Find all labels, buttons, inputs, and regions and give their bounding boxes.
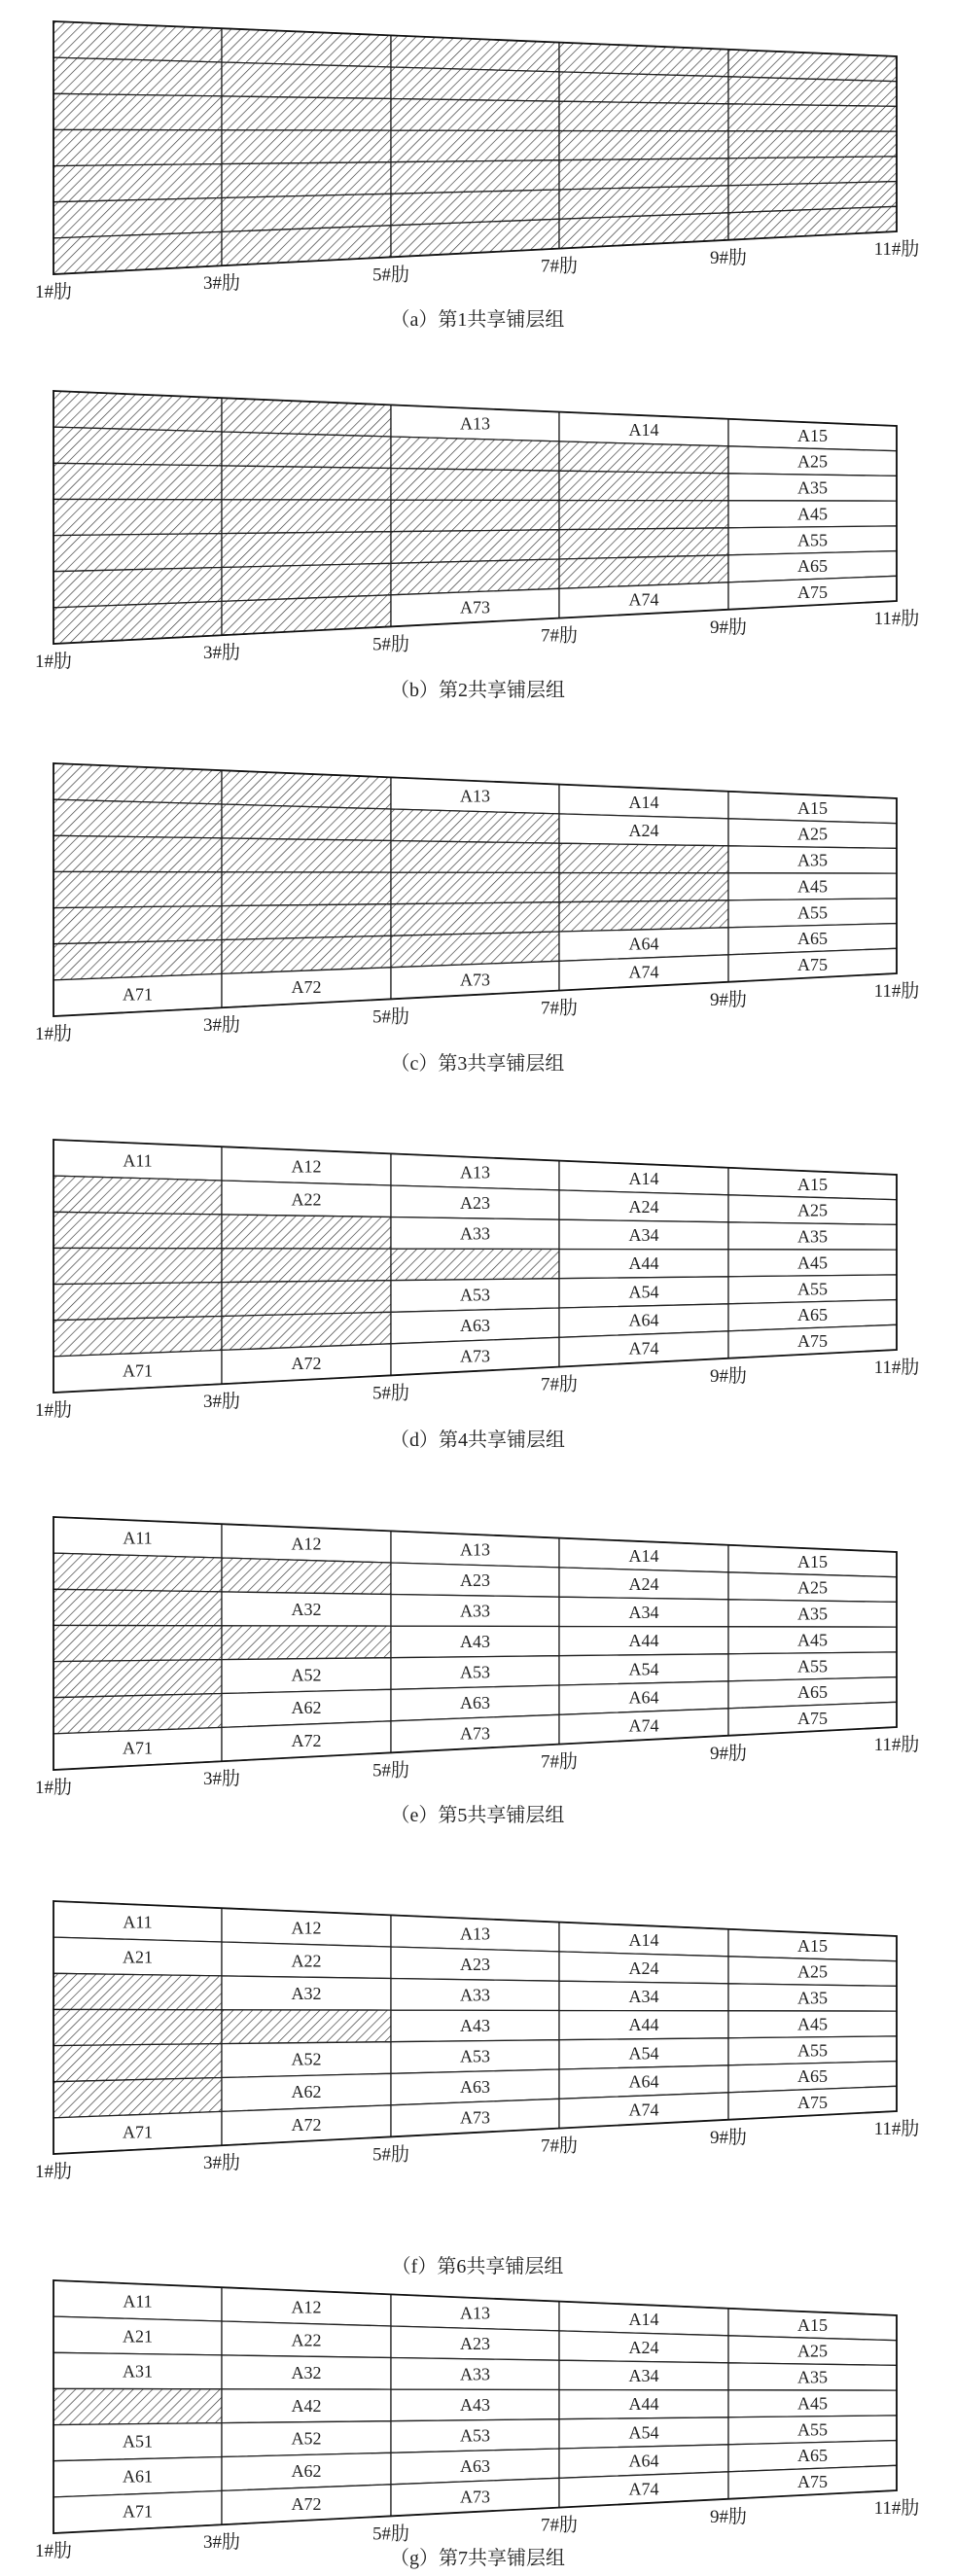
region-label: A64	[628, 2451, 659, 2471]
hatched-cell	[559, 873, 728, 902]
rib-label: 5#肋	[371, 634, 410, 655]
region-label: A21	[123, 2326, 153, 2347]
hatched-cell	[53, 2078, 222, 2118]
hatched-cell	[53, 427, 222, 466]
rib-label: 7#肋	[540, 2135, 579, 2157]
hatched-cell	[222, 804, 391, 841]
region-label: A52	[291, 1665, 322, 1685]
region-label: A74	[628, 2100, 659, 2120]
hatched-cell	[53, 1317, 222, 1357]
region-label: A62	[291, 1698, 322, 1718]
region-label: A73	[460, 970, 490, 990]
hatched-cell	[53, 164, 222, 202]
region-label: A45	[797, 876, 828, 897]
region-label: A54	[628, 1282, 659, 1302]
region-label: A15	[797, 2314, 828, 2335]
region-label: A51	[123, 2431, 153, 2452]
region-label: A74	[628, 1338, 659, 1359]
region-label: A34	[628, 2366, 659, 2386]
hatched-cell	[391, 872, 559, 904]
hatched-cell	[559, 471, 728, 501]
region-label: A43	[460, 2016, 490, 2035]
hatched-cell	[391, 841, 559, 873]
rib-label: 3#肋	[202, 273, 241, 295]
hatched-cell	[222, 1281, 391, 1317]
region-label: A71	[123, 1360, 153, 1381]
hatched-cell	[53, 1248, 222, 1284]
rib-label: 9#肋	[709, 247, 748, 268]
region-label: A13	[460, 2303, 490, 2323]
rib-label: 7#肋	[540, 256, 579, 277]
hatched-cell	[391, 99, 559, 131]
region-label: A15	[797, 797, 828, 818]
hatched-cell	[391, 219, 559, 257]
rib-label: 9#肋	[709, 1365, 748, 1387]
rib-label: 7#肋	[540, 1751, 579, 1773]
region-label: A12	[291, 1534, 322, 1554]
hatched-cell	[53, 1553, 222, 1592]
region-label: A35	[797, 2367, 828, 2387]
region-label: A31	[123, 2361, 153, 2382]
hatched-cell	[53, 231, 222, 274]
hatched-cell	[222, 466, 391, 500]
region-label: A64	[628, 1687, 659, 1708]
region-label: A74	[628, 1715, 659, 1736]
region-label: A54	[628, 2422, 659, 2443]
region-label: A14	[628, 1168, 659, 1188]
rib-label: 9#肋	[709, 2127, 748, 2148]
region-label: A14	[628, 419, 659, 440]
region-label: A45	[797, 1253, 828, 1273]
region-label: A24	[628, 1196, 659, 1217]
region-label: A73	[460, 2487, 490, 2507]
region-label: A11	[123, 1150, 153, 1171]
hatched-cell	[222, 872, 391, 906]
rib-label: 3#肋	[202, 1769, 241, 1790]
hatched-cell	[53, 601, 222, 644]
region-label: A55	[797, 2419, 828, 2440]
panel-caption: （d）第4共享铺层组	[390, 1429, 565, 1451]
hatched-cell	[53, 1625, 222, 1661]
rib-label: 7#肋	[540, 998, 579, 1019]
rib-label: 1#肋	[34, 652, 73, 672]
hatched-cell	[559, 843, 728, 873]
hatched-cell	[391, 809, 559, 843]
region-label: A23	[460, 1193, 490, 1214]
region-label: A33	[460, 1223, 490, 1244]
hatched-cell	[53, 1973, 222, 2010]
hatched-cell	[728, 104, 897, 131]
panel-caption: （f）第6共享铺层组	[391, 2256, 564, 2277]
region-label: A54	[628, 2043, 659, 2064]
region-label: A62	[291, 2461, 322, 2482]
region-label: A55	[797, 902, 828, 923]
hatched-cell	[559, 131, 728, 160]
rib-label: 5#肋	[371, 1760, 410, 1782]
region-label: A42	[291, 2395, 322, 2416]
region-label: A32	[291, 1600, 322, 1620]
region-label: A45	[797, 2014, 828, 2034]
hatched-cell	[559, 900, 728, 932]
hatched-cell	[222, 532, 391, 568]
hatched-cell	[222, 595, 391, 635]
region-label: A32	[291, 1984, 322, 2004]
region-label: A14	[628, 1545, 659, 1566]
rib-label: 5#肋	[371, 2523, 410, 2545]
region-label: A72	[291, 1353, 322, 1373]
region-label: A65	[797, 1682, 828, 1703]
hatched-cell	[559, 501, 728, 530]
hatched-cell	[222, 838, 391, 872]
region-label: A34	[628, 1225, 659, 1246]
hatched-cell	[559, 72, 728, 104]
rib-label: 3#肋	[202, 643, 241, 664]
region-label: A64	[628, 2071, 659, 2092]
hatched-cell	[222, 1626, 391, 1660]
region-label: A52	[291, 2049, 322, 2069]
rib-label: 1#肋	[34, 1024, 73, 1044]
region-label: A53	[460, 1285, 490, 1305]
region-label: A55	[797, 2040, 828, 2061]
region-label: A43	[460, 2395, 490, 2415]
hatched-cell	[728, 50, 897, 82]
rib-label: 3#肋	[202, 2153, 241, 2174]
region-label: A12	[291, 2297, 322, 2317]
region-label: A33	[460, 2364, 490, 2384]
panel-caption: （c）第3共享铺层组	[390, 1053, 565, 1075]
hatched-cell	[53, 871, 222, 907]
hatched-cell	[53, 568, 222, 608]
region-label: A65	[797, 1305, 828, 1325]
region-label: A72	[291, 976, 322, 997]
hatched-cell	[53, 93, 222, 130]
region-label: A64	[628, 1310, 659, 1330]
region-label: A15	[797, 1174, 828, 1194]
region-label: A73	[460, 1346, 490, 1366]
hatched-cell	[391, 500, 559, 532]
region-label: A74	[628, 2479, 659, 2499]
region-label: A45	[797, 504, 828, 524]
hatched-cell	[222, 500, 391, 534]
region-label: A24	[628, 1958, 659, 1978]
rib-label: 7#肋	[540, 625, 579, 647]
region-label: A44	[628, 1631, 659, 1651]
rib-label: 9#肋	[709, 1743, 748, 1764]
region-label: A45	[797, 1630, 828, 1650]
region-label: A12	[291, 1918, 322, 1938]
region-label: A22	[291, 1951, 322, 1971]
region-label: A13	[460, 413, 490, 434]
region-label: A21	[123, 1947, 153, 1967]
region-label: A25	[797, 2341, 828, 2361]
region-label: A72	[291, 2114, 322, 2135]
rib-label: 11#肋	[873, 2119, 920, 2139]
hatched-cell	[728, 77, 897, 107]
rib-label: 5#肋	[371, 2144, 410, 2166]
hatched-cell	[559, 159, 728, 190]
rib-label: 5#肋	[371, 265, 410, 286]
region-label: A75	[797, 582, 828, 602]
hatched-cell	[53, 198, 222, 238]
rib-label: 9#肋	[709, 989, 748, 1010]
hatched-cell	[53, 835, 222, 872]
hatched-cell	[53, 1176, 222, 1215]
hatched-cell	[53, 534, 222, 572]
region-label: A25	[797, 1200, 828, 1220]
region-label: A23	[460, 2334, 490, 2354]
region-label: A53	[460, 2425, 490, 2446]
region-label: A35	[797, 850, 828, 870]
panel-caption: （g）第7共享铺层组	[390, 2548, 565, 2569]
region-label: A75	[797, 2093, 828, 2112]
region-label: A44	[628, 2394, 659, 2415]
region-label: A35	[797, 1988, 828, 2008]
hatched-cell	[53, 463, 222, 500]
rib-label: 3#肋	[202, 1015, 241, 1037]
region-label: A34	[628, 1603, 659, 1623]
region-label: A45	[797, 2393, 828, 2414]
rib-label: 7#肋	[540, 2515, 579, 2536]
rib-label: 11#肋	[873, 981, 920, 1002]
hatched-cell	[53, 57, 222, 96]
hatched-cell	[53, 1660, 222, 1698]
region-label: A25	[797, 451, 828, 472]
region-label: A33	[460, 1985, 490, 2005]
region-label: A13	[460, 1162, 490, 1182]
rib-label: 9#肋	[709, 2506, 748, 2527]
hatched-cell	[222, 226, 391, 265]
hatched-cell	[53, 2044, 222, 2082]
hatched-cell	[222, 130, 391, 164]
hatched-cell	[222, 62, 391, 99]
region-label: A71	[123, 2122, 153, 2142]
region-label: A75	[797, 2472, 828, 2491]
rib-label: 9#肋	[709, 617, 748, 638]
rib-label: 11#肋	[873, 239, 920, 260]
region-label: A24	[628, 820, 659, 840]
rib-label: 7#肋	[540, 1374, 579, 1395]
region-label: A25	[797, 1961, 828, 1982]
hatched-cell	[559, 441, 728, 474]
region-label: A61	[123, 2466, 153, 2487]
region-label: A65	[797, 2446, 828, 2466]
region-label: A22	[291, 1189, 322, 1210]
hatched-cell	[222, 1249, 391, 1283]
hatched-cell	[53, 1694, 222, 1734]
ply-panel	[35, 1517, 919, 1826]
hatched-cell	[53, 2388, 222, 2424]
rib-label: 3#肋	[202, 1392, 241, 1413]
region-label: A14	[628, 2309, 659, 2329]
hatched-cell	[559, 213, 728, 249]
region-label: A63	[460, 2076, 490, 2097]
ply-panel	[35, 1901, 919, 2277]
rib-label: 11#肋	[873, 1358, 920, 1378]
region-label: A54	[628, 1659, 659, 1679]
region-label: A64	[628, 934, 659, 954]
region-label: A22	[291, 2330, 322, 2350]
region-label: A55	[797, 530, 828, 550]
hatched-cell	[53, 499, 222, 535]
rib-label: 5#肋	[371, 1006, 410, 1028]
hatched-cell	[222, 1558, 391, 1595]
hatched-cell	[391, 530, 559, 564]
region-label: A55	[797, 1656, 828, 1676]
region-label: A13	[460, 786, 490, 806]
region-label: A13	[460, 1539, 490, 1560]
region-label: A35	[797, 1604, 828, 1624]
region-label: A33	[460, 1601, 490, 1621]
region-label: A35	[797, 1226, 828, 1247]
region-label: A65	[797, 2066, 828, 2087]
region-label: A25	[797, 1577, 828, 1598]
hatched-cell	[53, 1212, 222, 1249]
ply-panel	[35, 2280, 919, 2569]
ply-panel	[35, 763, 919, 1075]
hatched-cell	[53, 906, 222, 944]
region-label: A13	[460, 1923, 490, 1944]
region-label: A73	[460, 597, 490, 618]
region-label: A53	[460, 2046, 490, 2066]
rib-label: 3#肋	[202, 2532, 241, 2554]
hatched-cell	[391, 130, 559, 162]
region-label: A75	[797, 1331, 828, 1351]
region-label: A23	[460, 1570, 490, 1591]
region-label: A44	[628, 1253, 659, 1274]
hatched-cell	[391, 67, 559, 101]
hatched-cell	[728, 131, 897, 159]
hatched-cell	[391, 469, 559, 501]
region-label: A12	[291, 1156, 322, 1177]
region-label: A62	[291, 2082, 322, 2102]
region-label: A15	[797, 425, 828, 445]
region-label: A11	[123, 1912, 153, 1932]
region-label: A75	[797, 1709, 828, 1728]
region-label: A63	[460, 1315, 490, 1335]
region-label: A35	[797, 477, 828, 498]
region-label: A44	[628, 2015, 659, 2035]
hatched-cell	[391, 902, 559, 936]
region-label: A65	[797, 929, 828, 949]
region-label: A74	[628, 589, 659, 610]
region-label: A24	[628, 2337, 659, 2357]
region-label: A71	[123, 1738, 153, 1758]
hatched-cell	[53, 1589, 222, 1626]
hatched-cell	[559, 101, 728, 131]
panel-caption: （b）第2共享铺层组	[390, 680, 565, 701]
region-label: A63	[460, 1692, 490, 1712]
hatched-cell	[222, 96, 391, 130]
region-label: A73	[460, 1723, 490, 1744]
region-label: A43	[460, 1632, 490, 1651]
hatched-cell	[53, 799, 222, 838]
region-label: A25	[797, 824, 828, 844]
region-label: A75	[797, 955, 828, 974]
hatched-cell	[391, 1249, 559, 1281]
region-label: A11	[123, 1528, 153, 1548]
region-label: A52	[291, 2428, 322, 2449]
region-label: A14	[628, 1929, 659, 1950]
region-label: A14	[628, 792, 659, 812]
rib-label: 11#肋	[873, 2498, 920, 2519]
ply-panel	[35, 21, 919, 331]
hatched-cell	[391, 160, 559, 194]
region-label: A11	[123, 2291, 153, 2311]
rib-label: 1#肋	[34, 282, 73, 302]
region-label: A24	[628, 1573, 659, 1594]
region-label: A15	[797, 1935, 828, 1956]
ply-panel	[35, 1140, 919, 1451]
region-label: A72	[291, 1730, 322, 1750]
rib-label: 11#肋	[873, 609, 920, 629]
ply-panel	[35, 391, 919, 701]
hatched-cell	[391, 437, 559, 471]
hatched-cell	[53, 940, 222, 980]
hatched-cell	[222, 162, 391, 198]
region-label: A71	[123, 984, 153, 1005]
region-label: A65	[797, 556, 828, 577]
rib-label: 5#肋	[371, 1383, 410, 1404]
hatched-cell	[728, 157, 897, 186]
rib-label: 1#肋	[34, 2162, 73, 2182]
region-label: A63	[460, 2455, 490, 2476]
region-label: A53	[460, 1662, 490, 1682]
region-label: A73	[460, 2107, 490, 2128]
hatched-cell	[222, 2010, 391, 2044]
rib-label: 1#肋	[34, 2541, 73, 2561]
panel-caption: （a）第1共享铺层组	[390, 309, 565, 331]
panel-caption: （e）第5共享铺层组	[390, 1805, 565, 1826]
region-label: A15	[797, 1551, 828, 1571]
rib-label: 11#肋	[873, 1735, 920, 1755]
hatched-cell	[222, 432, 391, 469]
region-label: A32	[291, 2363, 322, 2383]
hatched-cell	[53, 1283, 222, 1321]
hatched-cell	[222, 1215, 391, 1249]
hatched-cell	[222, 904, 391, 940]
region-label: A23	[460, 1955, 490, 1975]
region-label: A34	[628, 1987, 659, 2007]
hatched-cell	[559, 528, 728, 559]
rib-label: 1#肋	[34, 1400, 73, 1421]
region-label: A55	[797, 1279, 828, 1299]
rib-label: 1#肋	[34, 1778, 73, 1798]
region-label: A72	[291, 2493, 322, 2514]
region-label: A71	[123, 2501, 153, 2522]
region-label: A74	[628, 962, 659, 982]
hatched-cell	[53, 129, 222, 165]
hatched-cell	[53, 2009, 222, 2045]
